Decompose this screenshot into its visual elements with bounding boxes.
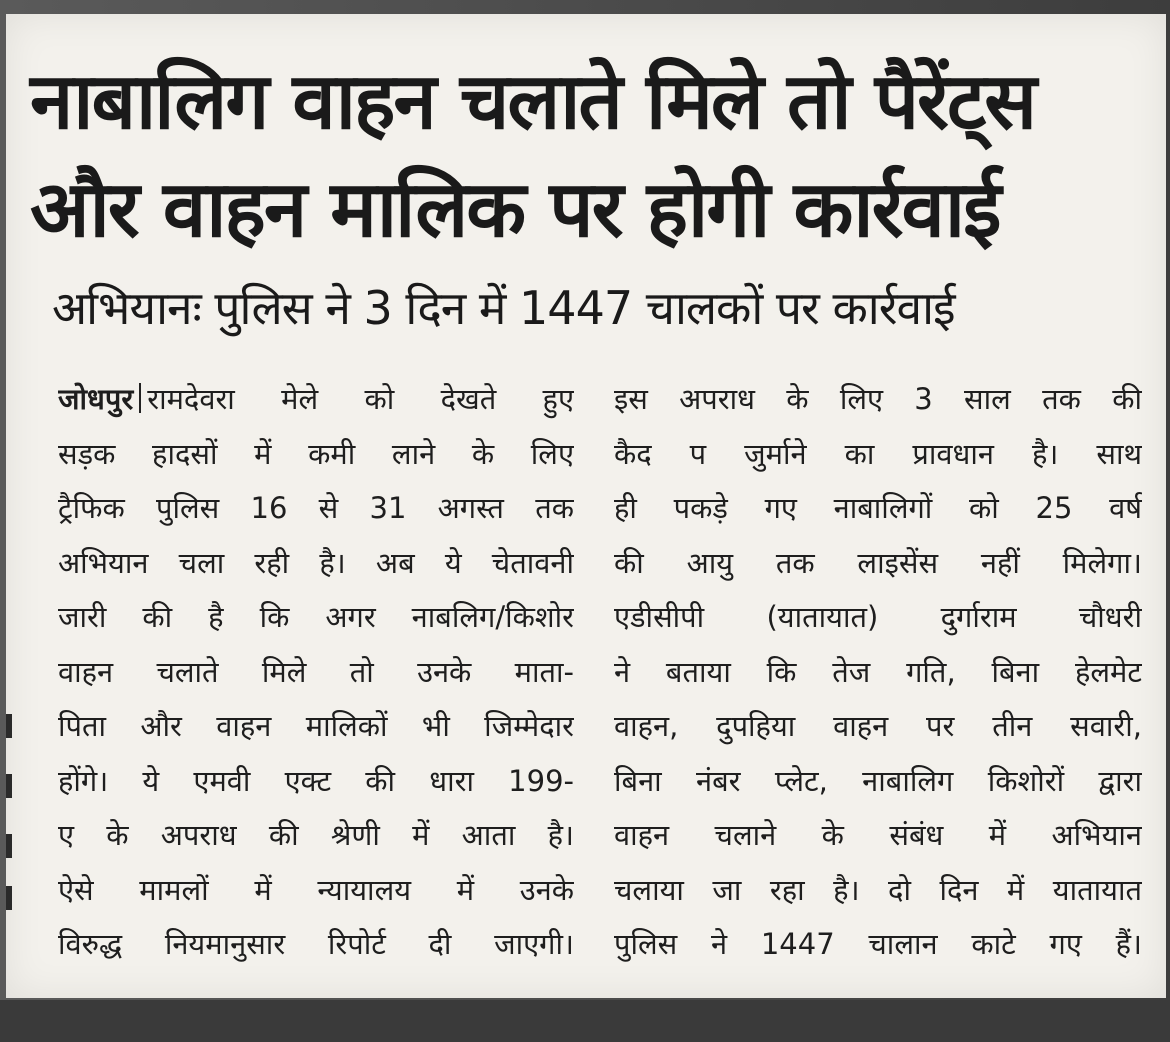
dateline: जोधपुर — [58, 382, 134, 416]
article-line — [58, 372, 574, 427]
article-line: वाहन चलाते मिले तो उनके माता- — [58, 654, 574, 689]
article-line: पुलिस ने 1447 चालान काटे गए हैं। — [614, 927, 1142, 961]
article-line: विरुद्ध नियमानुसार रिपोर्ट दी जाएगी। — [58, 927, 574, 961]
article-column-right — [614, 372, 1142, 972]
article-line: कैद प जुर्माने का प्रावधान है। साथ — [614, 436, 1142, 471]
article-line: ही पकड़े गए नाबालिगों को 25 वर्ष — [614, 491, 1142, 525]
article-line: सड़क हादसों में कमी लाने के लिए — [58, 436, 574, 471]
article-line: इस अपराध के लिए 3 साल तक की — [614, 382, 1142, 416]
article-line: वाहन चलाने के संबंध में अभियान — [614, 818, 1142, 852]
article-line: चलाया जा रहा है। दो दिन में यातायात — [614, 872, 1142, 907]
article-line: ऐसे मामलों में न्यायालय में उनके — [58, 872, 574, 907]
margin-mark — [6, 714, 12, 738]
article-line: एडीसीपी (यातायात) दुर्गाराम चौधरी — [614, 600, 1142, 634]
margin-mark — [6, 774, 12, 798]
margin-mark — [6, 834, 12, 858]
article-line: पिता और वाहन मालिकों भी जिम्मेदार — [58, 709, 574, 743]
subheadline: अभियानः पुलिस ने 3 दिन में 1447 चालकों पर कार्रवाई — [52, 281, 955, 335]
article-line: की आयु तक लाइसेंस नहीं मिलेगा। — [614, 545, 1142, 580]
headline-line-1: नाबालिग वाहन चलाते मिले तो पैरेंट्स — [30, 57, 1036, 147]
bottom-strip — [0, 1000, 1170, 1042]
article-line: ए के अपराध की श्रेणी में आता है। — [58, 818, 574, 852]
margin-mark — [6, 886, 12, 910]
headline-line-2: और वाहन मालिक पर होगी कार्रवाई — [30, 165, 1000, 255]
article-line: वाहन, दुपहिया वाहन पर तीन सवारी, — [614, 709, 1142, 743]
article-line: होंगे। ये एमवी एक्ट की धारा 199- — [58, 763, 574, 798]
article-line-text: रामदेवरा मेले को देखते हुए — [147, 382, 574, 416]
article-line: बिना नंबर प्लेट, नाबालिग किशोरों द्वारा — [614, 763, 1142, 798]
article-column-left — [58, 372, 574, 972]
article-line: ट्रैफिक पुलिस 16 से 31 अगस्त तक — [58, 491, 574, 525]
article-line: जारी की है कि अगर नाबलिग/किशोर — [58, 600, 574, 634]
article-line: ने बताया कि तेज गति, बिना हेलमेट — [614, 654, 1142, 689]
dateline-divider — [139, 383, 141, 413]
article-line: अभियान चला रही है। अब ये चेतावनी — [58, 545, 574, 580]
